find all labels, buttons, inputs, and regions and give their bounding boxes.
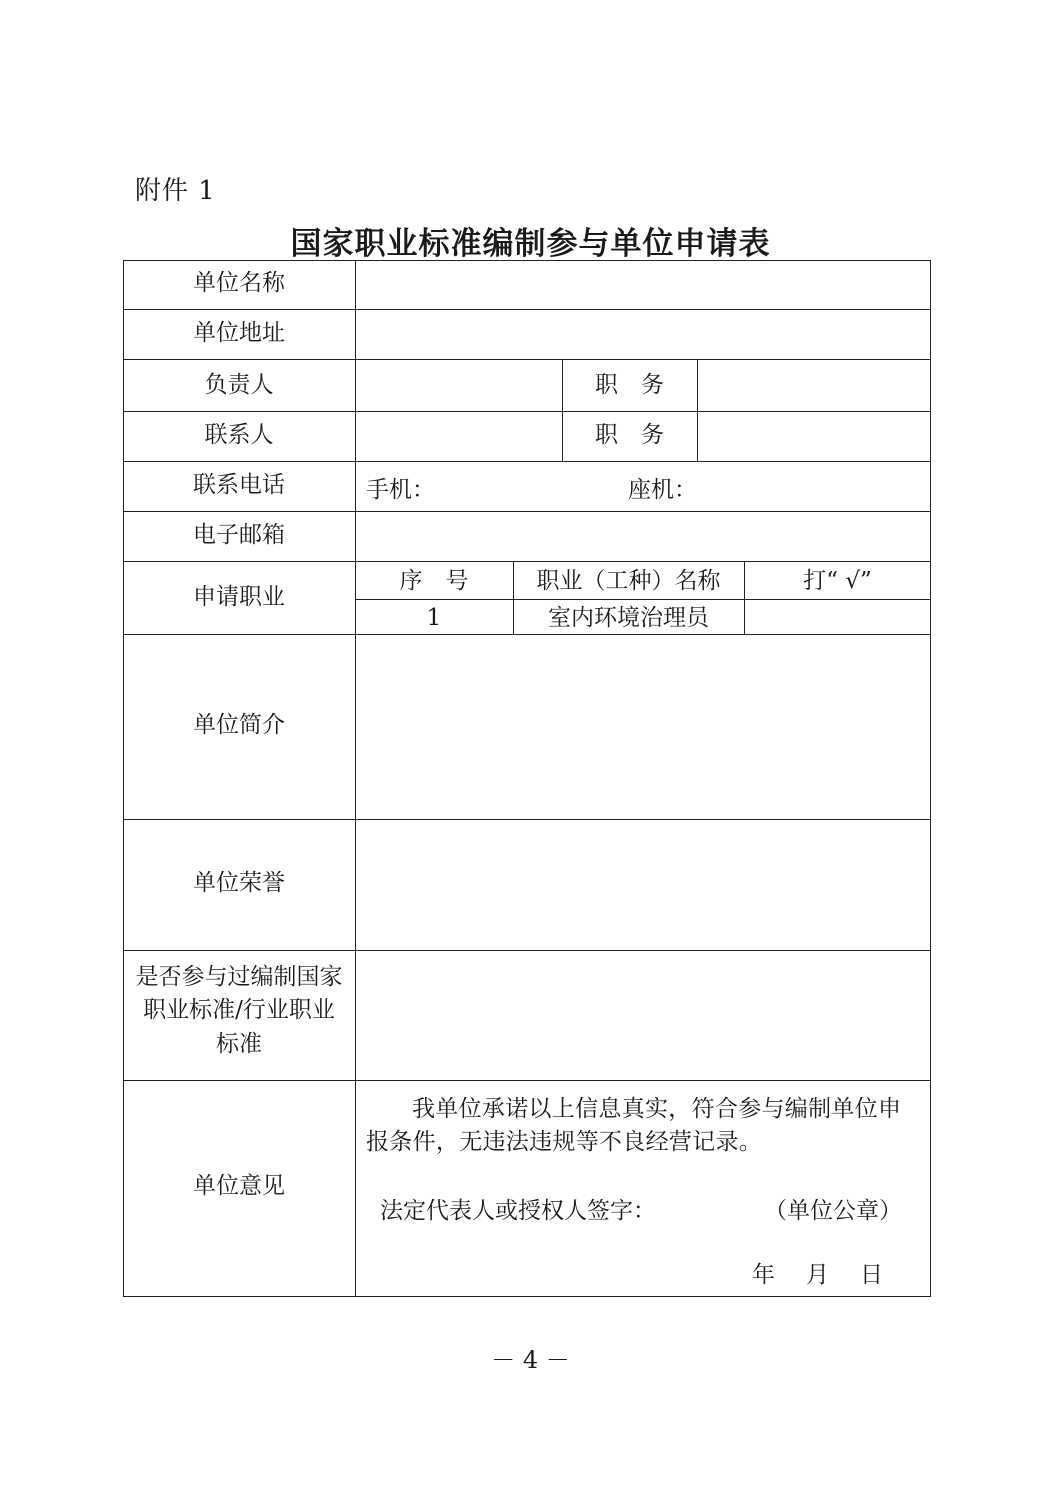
occupation-header-name: 职业（工种）名称 xyxy=(536,568,721,594)
landline-label: 座机： xyxy=(628,477,697,503)
row-divider xyxy=(123,309,931,310)
row-divider xyxy=(123,511,931,512)
person-in-charge-label: 负责人 xyxy=(204,372,274,398)
mobile-label: 手机： xyxy=(366,477,435,503)
date-label: 年 月 日 xyxy=(752,1262,887,1288)
unit-name-label: 单位名称 xyxy=(193,270,285,296)
pledge-text: 我单位承诺以上信息真实，符合参与编制单位申报条件，无违法违规等不良经营记录。 xyxy=(366,1096,902,1155)
row-divider xyxy=(123,461,931,462)
occupation-row-name: 室内环境治理员 xyxy=(548,605,709,631)
row-divider xyxy=(123,411,931,412)
participated-label: 是否参与过编制国家职业标准/行业职业标准 xyxy=(135,964,343,1057)
label-column-divider xyxy=(355,260,356,1297)
contact-person-label: 联系人 xyxy=(204,422,274,448)
row-divider xyxy=(123,1080,931,1081)
apply-occupation-label: 申请职业 xyxy=(193,584,285,610)
page-number: － 4 － xyxy=(491,1346,570,1374)
form-title: 国家职业标准编制参与单位申请表 xyxy=(290,226,771,262)
position-column-divider xyxy=(697,359,698,461)
seal-label: （单位公章） xyxy=(764,1198,902,1224)
occupation-header-no: 序 号 xyxy=(399,568,469,594)
unit-intro-label: 单位简介 xyxy=(193,712,285,738)
occupation-row-divider xyxy=(355,599,931,600)
occupation-header-check: 打“ √” xyxy=(803,568,872,594)
attachment-label: 附件 1 xyxy=(135,176,216,206)
unit-opinion-label: 单位意见 xyxy=(193,1173,285,1199)
occupation-row-no: 1 xyxy=(426,605,442,631)
position-label: 职 务 xyxy=(595,372,664,398)
phone-label: 联系电话 xyxy=(193,472,285,498)
row-divider xyxy=(123,950,931,951)
unit-honors-label: 单位荣誉 xyxy=(193,870,285,896)
signature-label: 法定代表人或授权人签字： xyxy=(380,1198,656,1224)
position-label: 职 务 xyxy=(595,422,664,448)
row-divider xyxy=(123,359,931,360)
row-divider xyxy=(123,561,931,562)
row-divider xyxy=(123,819,931,820)
unit-address-label: 单位地址 xyxy=(193,320,285,346)
email-label: 电子邮箱 xyxy=(193,522,285,548)
